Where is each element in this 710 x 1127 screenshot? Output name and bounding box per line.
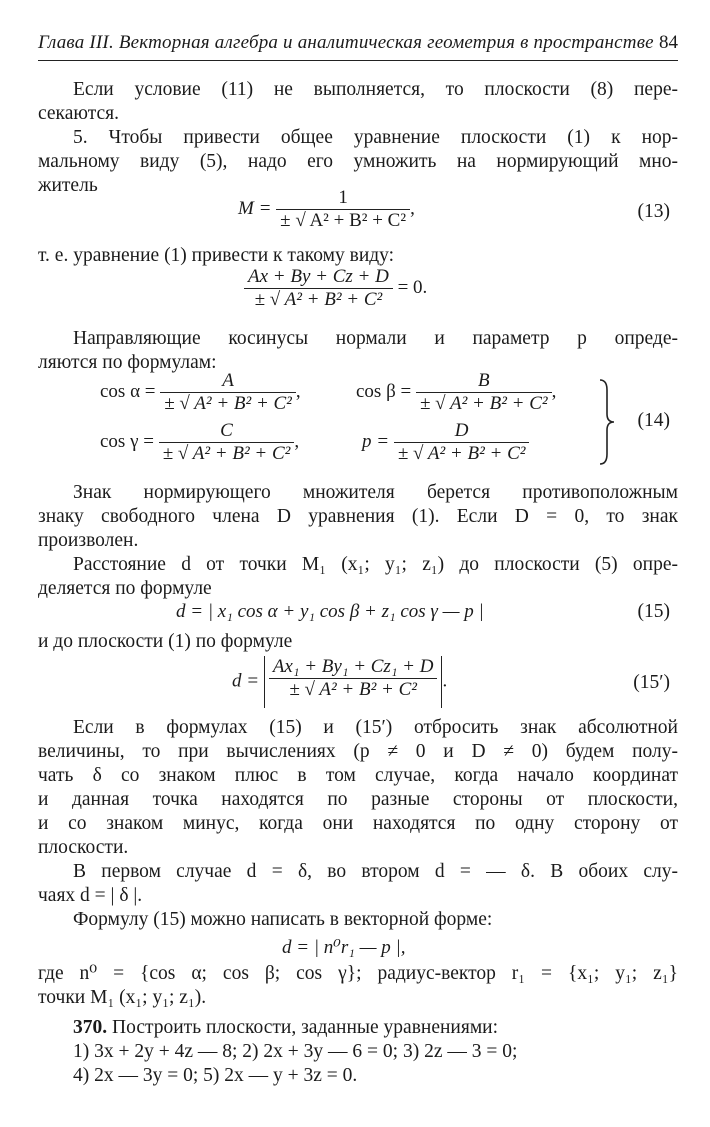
- text-line: В первом случае d = δ, во втором d = — δ. В обоих слу-: [73, 861, 678, 882]
- fraction: [416, 370, 552, 415]
- formula-13: M = $\frac{1}{\text{± √ A² + B² + C²}}$ ,: [238, 187, 415, 231]
- formula-cos-beta: cos β = $\frac{B}{\text{± √ A² + B² + C²}}$ ,: [356, 370, 557, 414]
- formula-lhs: d =: [232, 670, 260, 692]
- formula-lhs: M =: [238, 197, 272, 219]
- fraction-numerator: A: [160, 370, 296, 393]
- problem-number: 370.: [73, 1017, 108, 1038]
- formula-cos-gamma: cos γ = $\frac{C}{\text{± √ A² + B² + C²}}$ ,: [100, 420, 300, 464]
- text-line: величины, то при вычислениях (p ≠ 0 и D ≠ 0) будем полу-: [38, 741, 678, 762]
- fraction-denominator: ± √ A² + B² + C²: [254, 289, 383, 310]
- fraction-numerator: B: [416, 370, 552, 393]
- fraction-numerator: C: [159, 420, 295, 443]
- text-line: ляются по формулам:: [38, 352, 217, 373]
- text-line: Знак нормирующего множителя берется противоположным: [73, 482, 678, 503]
- text-line: секаются.: [38, 103, 119, 124]
- text-line: житель: [38, 175, 98, 196]
- equation-number-15: (15): [637, 601, 670, 622]
- formula-15-prime: d = $\frac{\text{Ax₁ + By₁ + Cz₁ + D}}{\text{± √ A² + B² + C²}}$ .: [232, 656, 447, 708]
- text-line: и до плоскости (1) по формуле: [38, 631, 293, 652]
- page-header: [38, 30, 678, 61]
- fraction: [394, 420, 530, 465]
- fraction-denominator: ± √ A² + B² + C²: [162, 443, 291, 464]
- text-line: знаку свободного члена D уравнения (1). Если D = 0, то знак: [38, 506, 678, 527]
- text-line: деляется по формуле: [38, 578, 212, 599]
- text-line: 4) 2x — 3y = 0; 5) 2x — y + 3z = 0.: [73, 1065, 358, 1086]
- fraction-numerator: Ax₁ + By₁ + Cz₁ + D: [269, 656, 438, 679]
- text-line: точки M₁ (x₁; y₁; z₁).: [38, 987, 207, 1008]
- text-line: произволен.: [38, 530, 139, 551]
- chapter-title: Глава III. Векторная алгебра и аналитическая геометрия в пространстве: [38, 32, 654, 53]
- formula-p: [362, 420, 529, 465]
- fraction: [244, 266, 393, 311]
- text-line: чаях d = | δ |.: [38, 885, 143, 906]
- equation-number-15-prime: (15′): [633, 672, 670, 693]
- text-line: плоскости.: [38, 837, 129, 858]
- fraction: [276, 187, 410, 232]
- fraction: [159, 420, 295, 465]
- text-line: 5. Чтобы привести общее уравнение плоскости (1) к нор-: [73, 127, 678, 148]
- fraction-denominator: ± √ A² + B² + C²: [289, 679, 417, 700]
- text-line: Если условие (11) не выполняется, то плоскости (8) пере-: [73, 79, 678, 100]
- fraction-denominator: ± √ A² + B² + C²: [164, 393, 292, 414]
- formula-lhs: cos α =: [100, 380, 156, 402]
- equation-number-14: (14): [637, 410, 670, 431]
- fraction-numerator: Ax + By + Cz + D: [244, 266, 393, 289]
- fraction-numerator: D: [394, 420, 530, 443]
- text-line: Если в формулах (15) и (15′) отбросить знак абсолютной: [73, 717, 678, 738]
- formula-lhs: cos β =: [356, 380, 412, 402]
- fraction-denominator: ± √ A² + B² + C²: [280, 210, 407, 231]
- text-line: Формулу (15) можно написать в векторной форме:: [73, 909, 493, 930]
- text-line: т. е. уравнение (1) привести к такому виду:: [38, 245, 395, 266]
- text-line: где n⁰ = {cos α; cos β; cos γ}; радиус-вектор r₁ = {x₁; y₁; z₁}: [38, 963, 678, 984]
- fraction-denominator: ± √ A² + B² + C²: [419, 393, 548, 414]
- formula-vector: d = | n⁰r₁ — p |,: [282, 937, 406, 958]
- normalized-equation: [244, 266, 427, 311]
- fraction-numerator: 1: [276, 187, 410, 210]
- problem-370-statement: [73, 1016, 678, 1040]
- fraction: [269, 656, 438, 701]
- text-line: и со знаком минус, когда они находятся по одну сторону от: [38, 813, 678, 834]
- right-brace-icon: [598, 378, 616, 466]
- text-line: чать δ со знаком плюс в том случае, когда начало координат: [38, 765, 678, 786]
- text-line: Расстояние d от точки M₁ (x₁; y₁; z₁) до плоскости (5) опре-: [73, 554, 678, 575]
- formula-15: d = | x₁ cos α + y₁ cos β + z₁ cos γ — p |: [176, 601, 484, 622]
- formula-cos-alpha: cos α = $\frac{A}{\text{± √ A² + B² + C²}}$ ,: [100, 370, 301, 414]
- text-line: Направляющие косинусы нормали и параметр p опреде-: [73, 328, 678, 349]
- problem-text: Построить плоскости, заданные уравнениями:: [112, 1017, 499, 1038]
- text-line: 1) 3x + 2y + 4z — 8; 2) 2x + 3y — 6 = 0; 3) 2z — 3 = 0;: [73, 1041, 518, 1062]
- fraction-denominator: ± √ A² + B² + C²: [397, 443, 526, 464]
- formula-rhs: = 0.: [397, 276, 428, 298]
- absolute-value: [264, 656, 443, 708]
- formula-lhs: p =: [362, 430, 390, 452]
- fraction: [160, 370, 296, 415]
- text-line: и данная точка находятся по разные стороны от плоскости,: [38, 789, 678, 810]
- equation-number-13: (13): [637, 201, 670, 222]
- page-number: 84: [659, 32, 678, 53]
- formula-lhs: cos γ =: [100, 430, 154, 452]
- text-line: мальному виду (5), надо его умножить на нормирующий мно-: [38, 151, 678, 172]
